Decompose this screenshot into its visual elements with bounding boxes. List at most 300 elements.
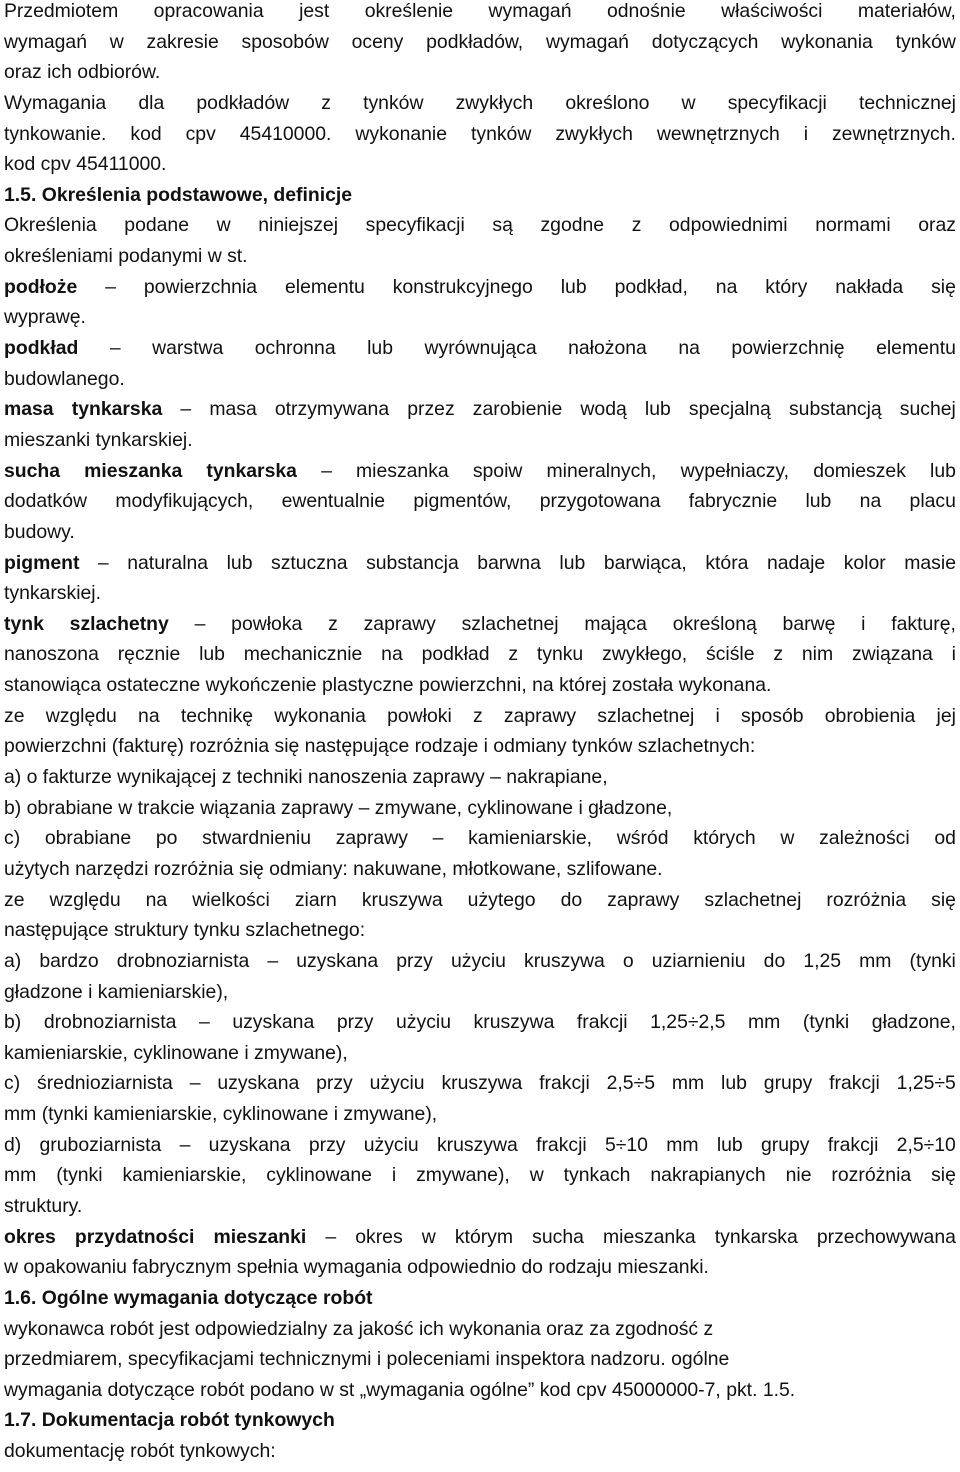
word: niniejszej — [258, 214, 339, 237]
word: 45410000. — [239, 122, 332, 145]
word: mm — [859, 949, 892, 972]
word: (tynki — [909, 949, 956, 972]
word: przy — [308, 1133, 346, 1156]
word: zaprawy — [363, 612, 436, 635]
text-line — [4, 915, 956, 946]
definition-line — [4, 394, 956, 425]
word: 1,25÷5 — [896, 1072, 956, 1095]
word: frakcji — [576, 1011, 628, 1034]
text-line — [4, 425, 956, 456]
word: 1,25 — [803, 949, 842, 972]
word: tynkowanie. — [4, 122, 107, 145]
word: – — [180, 398, 192, 421]
word: dotyczących — [651, 30, 759, 53]
word: z — [472, 704, 483, 727]
word: podane — [124, 214, 190, 237]
word: barwna — [477, 551, 541, 574]
word: wśród — [616, 827, 669, 850]
word: substancją — [788, 398, 882, 421]
word: kruszywa — [361, 888, 443, 911]
word: szlachetnej — [597, 704, 695, 727]
definition-line — [4, 272, 956, 303]
word: rozróżnia — [831, 1164, 912, 1187]
word: z — [328, 612, 338, 635]
line-text: wymagania dotyczące robót podano w st „wymagania ogólne” kod cpv 45000000-7, pkt. 1.5. — [4, 1378, 796, 1401]
word: Przedmiotem — [4, 0, 119, 22]
word: obrobienia — [824, 704, 916, 727]
word: frakcji — [539, 1072, 590, 1095]
word: zakresie — [146, 30, 219, 53]
definition-line — [4, 548, 956, 579]
word: warstwa — [152, 337, 224, 360]
line-text: wyprawę. — [4, 306, 86, 329]
word: odnośnie — [606, 0, 686, 22]
word: których — [693, 827, 756, 850]
word: podkładów — [196, 91, 290, 114]
line-text: gładzone i kamieniarskie), — [4, 980, 229, 1003]
word: specjalną — [688, 398, 771, 421]
word: modyfikujących, — [115, 490, 254, 513]
line-text: 1.5. Określenia podstawowe, definicje — [4, 183, 353, 206]
word: pigmentów, — [413, 490, 512, 513]
word: (tynki — [56, 1164, 103, 1187]
word: lub — [226, 551, 253, 574]
text-line — [4, 1314, 956, 1345]
text-line — [4, 149, 956, 180]
word: powierzchnia — [143, 275, 258, 298]
word: lub — [560, 275, 587, 298]
word: w — [780, 827, 795, 850]
text-line — [4, 1252, 956, 1283]
word: spoiw — [472, 459, 523, 482]
word: lub — [721, 1072, 747, 1095]
word: oraz — [918, 214, 956, 237]
text-line — [4, 823, 956, 854]
document-page — [4, 0, 956, 1467]
word: – — [189, 1072, 201, 1095]
word: suchej — [899, 398, 956, 421]
word: względu — [49, 888, 121, 911]
word: tynków — [471, 122, 532, 145]
word: domieszek — [813, 459, 906, 482]
word: sucha — [532, 1225, 584, 1248]
word: – — [194, 612, 206, 635]
text-line — [4, 639, 956, 670]
word: zewnętrznych. — [831, 122, 956, 145]
word: mm — [666, 1133, 699, 1156]
word: mieszanka — [602, 1225, 696, 1248]
word: mm — [748, 1011, 781, 1034]
word: kruszywa — [441, 1072, 523, 1095]
word: masa — [209, 398, 257, 421]
line-text: tynkarskiej. — [4, 582, 101, 605]
line-text: kod cpv 45411000. — [4, 153, 167, 176]
text-line — [4, 1068, 956, 1099]
word: o — [622, 949, 634, 972]
line-text: a) o fakturze wynikającej z techniki nanoszenia zaprawy – nakrapiane, — [4, 766, 608, 789]
text-line — [4, 670, 956, 701]
word: podkład — [421, 643, 490, 666]
word: która — [705, 551, 749, 574]
word: grupy — [763, 1072, 813, 1095]
term-word: mieszanka — [84, 459, 183, 482]
line-text: przedmiarem, specyfikacjami technicznymi i poleceniami inspektora nadzoru. ogólne — [4, 1348, 730, 1371]
word: lub — [644, 398, 671, 421]
word: sposób — [741, 704, 804, 727]
term-word: tynk — [4, 612, 44, 635]
text-line — [4, 1038, 956, 1069]
word: d) — [4, 1133, 22, 1156]
word: ze — [4, 704, 25, 727]
word: gruboziarnista — [39, 1133, 162, 1156]
word: zmywane), — [416, 1164, 510, 1187]
word: w — [681, 91, 696, 114]
word: – — [432, 827, 444, 850]
line-text: stanowiąca ostateczne wykończenie plastyczne powierzchni, na której została wykonana. — [4, 674, 772, 697]
word: ręcznie — [117, 643, 181, 666]
word: drobnoziarnista — [43, 1011, 177, 1034]
term-word: sucha — [4, 459, 61, 482]
word: się — [931, 888, 956, 911]
word: z — [631, 214, 642, 237]
text-line — [4, 793, 956, 824]
word: nakłada — [835, 275, 904, 298]
word: od — [934, 827, 956, 850]
word: określono — [565, 91, 650, 114]
word: cyklinowane — [266, 1164, 372, 1187]
word: przez — [407, 398, 455, 421]
word: cpv — [185, 122, 216, 145]
line-text: określeniami podanymi w st. — [4, 245, 248, 268]
word: okres — [355, 1225, 403, 1248]
word: wewnętrznych — [656, 122, 780, 145]
word: określoną — [672, 612, 757, 635]
word: i — [951, 643, 956, 666]
line-text: użytych narzędzi rozróżnia się odmiany: nakuwane, młotkowane, szlifowane. — [4, 857, 663, 880]
word: ewentualnie — [281, 490, 386, 513]
text-line — [4, 517, 956, 548]
word: do — [560, 888, 583, 911]
text-line — [4, 119, 956, 150]
word: wymagań — [4, 30, 87, 53]
word: do — [763, 949, 786, 972]
word: frakcji — [827, 1133, 879, 1156]
word: jej — [936, 704, 956, 727]
word: mieszanka — [356, 459, 449, 482]
word: elementu — [285, 275, 365, 298]
text-line — [4, 946, 956, 977]
word: mająca — [584, 612, 647, 635]
word: i — [715, 704, 720, 727]
text-line — [4, 210, 956, 241]
term-word: tynkarska — [71, 398, 163, 421]
word: lub — [367, 337, 394, 360]
text-line — [4, 88, 956, 119]
word: zgodne — [540, 214, 605, 237]
word: zarobienie — [472, 398, 563, 421]
word: ze — [4, 888, 25, 911]
text-line — [4, 27, 956, 58]
word: określenie — [364, 0, 454, 22]
word: względu — [45, 704, 117, 727]
word: wyrównująca — [424, 337, 537, 360]
word: użyciu — [369, 1072, 425, 1095]
word: zwykłego, — [602, 643, 688, 666]
word: mineralnych, — [546, 459, 657, 482]
term-word: masa — [4, 398, 54, 421]
word: kruszywa — [524, 949, 605, 972]
word: zależności — [819, 827, 910, 850]
word: uzyskana — [208, 1133, 291, 1156]
definition-line — [4, 609, 956, 640]
term-word: szlachetny — [69, 612, 169, 635]
definition-line — [4, 456, 956, 487]
word: otrzymywana — [274, 398, 390, 421]
word: c) — [4, 827, 21, 850]
text-line — [4, 0, 956, 27]
word: nałożona — [568, 337, 647, 360]
line-text: mieszanki tynkarskiej. — [4, 428, 193, 451]
word: z — [321, 91, 331, 114]
word: (tynki — [802, 1011, 850, 1034]
word: nakrapianych — [650, 1164, 766, 1187]
section-heading — [4, 1283, 956, 1314]
word: i — [391, 1164, 397, 1187]
word: dodatków — [4, 490, 88, 513]
term-word: mieszanki — [213, 1225, 307, 1248]
text-line — [4, 701, 956, 732]
word: 2,5÷10 — [896, 1133, 956, 1156]
line-text: 1.7. Dokumentacja robót tynkowych — [4, 1409, 335, 1432]
word: są — [492, 214, 513, 237]
word: substancja — [366, 551, 459, 574]
word: – — [109, 337, 121, 360]
word: tynkach — [563, 1164, 631, 1187]
word: z — [508, 643, 519, 666]
word: zwykłych — [555, 122, 633, 145]
word: użyciu — [396, 1011, 451, 1034]
section-heading — [4, 180, 956, 211]
word: nim — [801, 643, 834, 666]
word: kruszywa — [473, 1011, 555, 1034]
word: na — [138, 704, 160, 727]
word: nie — [785, 1164, 812, 1187]
word: mm — [4, 1164, 37, 1187]
text-line — [4, 1130, 956, 1161]
line-text: budowlanego. — [4, 367, 125, 390]
word: fabrycznie — [688, 490, 778, 513]
word: użyciu — [450, 949, 506, 972]
word: wykonania — [274, 704, 366, 727]
word: – — [179, 1133, 191, 1156]
word: konstrukcyjnego — [392, 275, 533, 298]
word: – — [105, 275, 116, 298]
definition-line — [4, 333, 956, 364]
word: nadaje — [766, 551, 826, 574]
word: zaprawy — [607, 888, 680, 911]
word: sztuczna — [271, 551, 348, 574]
line-text: kamieniarskie, cyklinowane i zmywane), — [4, 1041, 348, 1064]
term-word: podkład — [4, 337, 79, 360]
word: lub — [805, 490, 832, 513]
word: którym — [454, 1225, 514, 1248]
text-line — [4, 1007, 956, 1038]
word: 5÷10 — [604, 1133, 648, 1156]
word: b) — [4, 1011, 22, 1034]
word: rozróżnia — [826, 888, 907, 911]
text-line — [4, 854, 956, 885]
word: oceny — [351, 30, 404, 53]
term-word: okres — [4, 1225, 56, 1248]
word: ochronna — [254, 337, 336, 360]
word: barwiąca, — [603, 551, 687, 574]
text-line — [4, 241, 956, 272]
word: naturalna — [127, 551, 209, 574]
word: opracowania — [153, 0, 264, 22]
word: zaprawy — [503, 704, 577, 727]
word: na — [381, 643, 403, 666]
word: mechanicznie — [243, 643, 363, 666]
word: uzyskana — [217, 1072, 300, 1095]
word: na — [145, 888, 168, 911]
word: przy — [396, 949, 433, 972]
word: technicznej — [858, 91, 956, 114]
word: kruszywa — [436, 1133, 518, 1156]
word: gładzone, — [871, 1011, 956, 1034]
word: się — [931, 1164, 956, 1187]
word: 2,5÷5 — [606, 1072, 656, 1095]
section-heading — [4, 1405, 956, 1436]
word: podkładów, — [426, 30, 524, 53]
word: grupy — [760, 1133, 810, 1156]
word: kolor — [843, 551, 886, 574]
word: średnioziarnista — [37, 1072, 173, 1095]
text-line — [4, 1099, 956, 1130]
word: sposobów — [241, 30, 329, 53]
word: związana — [851, 643, 933, 666]
text-line — [4, 731, 956, 762]
word: Wymagania — [4, 91, 107, 114]
word: lub — [716, 1133, 743, 1156]
term-word: przydatności — [74, 1225, 195, 1248]
line-text: powierzchni (fakturę) rozróżnia się następujące rodzaje i odmiany tynków szlachetnych: — [4, 735, 756, 758]
line-text: następujące struktury tynku szlachetnego: — [4, 919, 366, 942]
text-line — [4, 1191, 956, 1222]
word: użyciu — [363, 1133, 419, 1156]
word: i — [861, 612, 866, 635]
line-text: budowy. — [4, 520, 75, 543]
word: na — [715, 275, 738, 298]
word: uzyskana — [232, 1011, 315, 1034]
word: tynku — [536, 643, 584, 666]
word: wodą — [580, 398, 627, 421]
word: szlachetnej — [461, 612, 559, 635]
term-word: tynkarska — [206, 459, 297, 482]
word: 1,25÷2,5 — [650, 1011, 726, 1034]
line-text: mm (tynki kamieniarskie, cyklinowane i zmywane), — [4, 1103, 438, 1126]
definition-line — [4, 1222, 956, 1253]
word: – — [198, 1011, 210, 1034]
word: – — [325, 1225, 337, 1248]
word: elementu — [876, 337, 956, 360]
word: kamieniarskie, — [122, 1164, 247, 1187]
word: specyfikacji — [365, 214, 465, 237]
word: szlachetnej — [704, 888, 802, 911]
word: wymagań — [488, 0, 572, 22]
word: stwardnieniu — [202, 827, 311, 850]
word: bardzo — [39, 949, 99, 972]
word: zaprawy — [335, 827, 408, 850]
word: z — [773, 643, 784, 666]
text-line — [4, 578, 956, 609]
word: lub — [199, 643, 225, 666]
word: ściśle — [706, 643, 755, 666]
word: normami — [815, 214, 891, 237]
word: wykonanie — [355, 122, 448, 145]
word: materiałów, — [857, 0, 956, 22]
word: jest — [299, 0, 330, 22]
word: masie — [904, 551, 956, 574]
word: a) — [4, 949, 22, 972]
word: się — [931, 275, 956, 298]
word: lub — [930, 459, 956, 482]
line-text: struktury. — [4, 1194, 83, 1217]
word: w — [421, 1225, 436, 1248]
word: powierzchnię — [731, 337, 845, 360]
word: tynków — [363, 91, 424, 114]
word: uziarnieniu — [651, 949, 746, 972]
word: technikę — [180, 704, 254, 727]
word: w — [216, 214, 231, 237]
word: właściwości — [721, 0, 823, 22]
line-text: w opakowaniu fabrycznym spełnia wymagania odpowiednio do rodzaju mieszanki. — [4, 1256, 709, 1279]
word: wielkości — [192, 888, 270, 911]
word: mm — [671, 1072, 705, 1095]
text-line — [4, 977, 956, 1008]
word: tynkarska — [714, 1225, 798, 1248]
word: – — [267, 949, 279, 972]
word: lub — [559, 551, 586, 574]
line-text: dokumentację robót tynkowych: — [4, 1440, 276, 1463]
line-text: b) obrabiane w trakcie wiązania zaprawy – zmywane, cyklinowane i gładzone, — [4, 796, 673, 819]
text-line — [4, 1344, 956, 1375]
word: fakturę, — [891, 612, 956, 635]
word: na — [859, 490, 882, 513]
word: odpowiednimi — [669, 214, 788, 237]
word: po — [155, 827, 178, 850]
word: powłoki — [387, 704, 452, 727]
text-line — [4, 364, 956, 395]
word: wymagań — [545, 30, 629, 53]
word: nanoszona — [4, 643, 99, 666]
line-text: oraz ich odbiorów. — [4, 61, 161, 84]
word: – — [97, 551, 109, 574]
word: ziarn — [294, 888, 337, 911]
word: obrabiane — [44, 827, 132, 850]
text-line — [4, 762, 956, 793]
word: wypełniaczy, — [680, 459, 790, 482]
word: uzyskana — [296, 949, 379, 972]
word: dla — [138, 91, 165, 114]
word: w — [109, 30, 124, 53]
word: frakcji — [829, 1072, 880, 1095]
word: w — [529, 1164, 544, 1187]
line-text: wykonawca robót jest odpowiedzialny za jakość ich wykonania oraz za zgodność z — [4, 1317, 714, 1340]
text-line — [4, 885, 956, 916]
word: frakcji — [536, 1133, 587, 1156]
word: kod — [130, 122, 162, 145]
word: który — [765, 275, 808, 298]
